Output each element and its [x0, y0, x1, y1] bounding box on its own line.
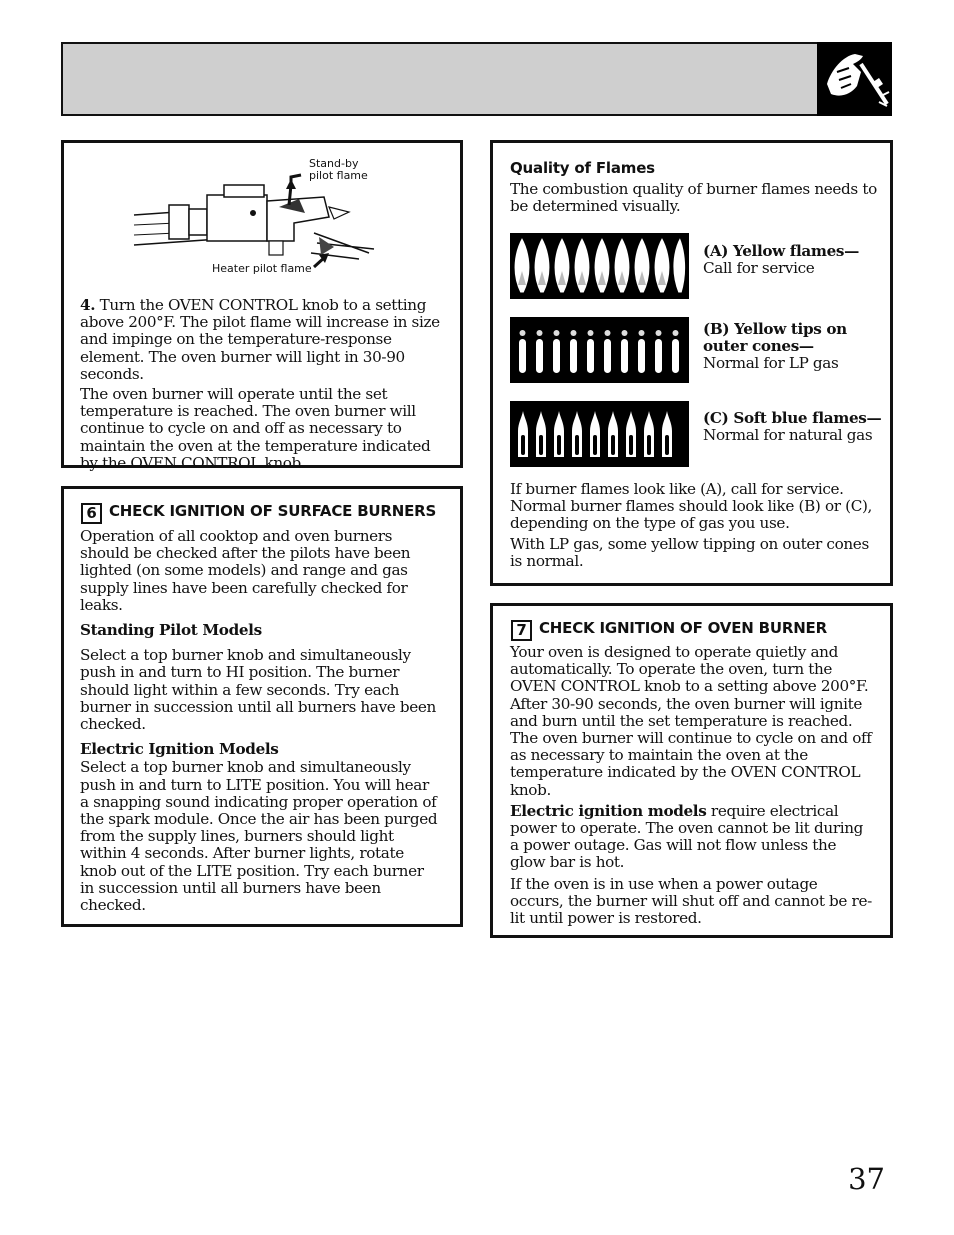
section6-title: CHECK IGNITION OF SURFACE BURNERS: [109, 502, 437, 520]
section6-intro: Operation of all cooktop and oven burners should be checked after the pilots have been lighted (on some models) and range and gas supply lines have been carefully checked for leaks.: [80, 527, 411, 614]
yellow-tips-flames-image: [510, 317, 689, 383]
electric-ignition-title: Electric Ignition Models: [80, 740, 279, 759]
step4-text: [80, 297, 444, 472]
flame-c-caption: [703, 410, 889, 444]
section7-electric-bold: Electric ignition models: [510, 801, 707, 820]
section7-heading: [511, 619, 827, 641]
flame-b-title: (B) Yellow tips on outer cones—: [703, 320, 847, 356]
standing-pilot-text: Select a top burner knob and simultaneously push in and turn to HI position. The burner should light within a few seconds. Try each burner in succession until all burners have been checked.: [80, 646, 436, 734]
page-number: 37: [848, 1162, 885, 1196]
section7-number: 7: [511, 620, 532, 641]
flames-outro2: With LP gas, some yellow tipping on outer cones is normal.: [510, 534, 869, 570]
flame-a-caption: [703, 243, 883, 277]
yellow-flames-image: [510, 233, 689, 299]
flames-box: [490, 140, 893, 586]
flame-c-text: Normal for natural gas: [703, 426, 873, 445]
flames-outro1: If burner flames look like (A), call for service. Normal burner flames should look like (B) or (C), depending on the type of gas you use.: [510, 480, 873, 533]
header-bar: [61, 42, 892, 116]
section6-heading: [81, 502, 436, 524]
heater-pilot-label: Heater pilot flame: [212, 262, 312, 275]
step4-text2: The oven burner will operate until the set temperature is reached. The oven burner will continue to cycle on and off as necessary to maintain the oven at the temperature indicated by the OVEN CONTROL knob.: [80, 385, 431, 472]
flames-outro: [510, 481, 875, 570]
flames-title: Quality of Flames: [510, 159, 655, 177]
hand-tool-icon: [817, 42, 892, 116]
section6-box: [61, 486, 463, 927]
pilot-step-box: [61, 140, 463, 472]
flame-a-text: Call for service: [703, 259, 815, 278]
step4-number: 4.: [80, 296, 96, 314]
soft-blue-flames-image: [510, 401, 689, 467]
section7-electric: [510, 803, 874, 872]
standby-pilot-label: Stand-by pilot flame: [309, 157, 368, 182]
section7-electric-text: require electrical power to operate. The oven cannot be lit during a power outage. Gas will not flow unless the glow bar is hot.: [510, 801, 864, 872]
section7-box: [490, 603, 893, 938]
section7-body: [510, 644, 874, 927]
standing-pilot-title: Standing Pilot Models: [80, 621, 262, 640]
section6-number: 6: [81, 503, 102, 524]
flame-c-title: (C) Soft blue flames—: [703, 409, 882, 427]
flame-b-text: Normal for LP gas: [703, 354, 839, 373]
section7-text1: Your oven is designed to operate quietly and automatically. To operate the oven, turn the OVEN CONTROL knob to a setting above 200°F. After 30-90 seconds, the oven burner will ignite and burn until the set temperature is reached. The oven burner will continue to cycle on and off as necessary to maintain the oven at the temperature indicated by the OVEN CONTROL knob.: [510, 643, 872, 799]
section7-title: CHECK IGNITION OF OVEN BURNER: [539, 619, 827, 637]
flames-intro: The combustion quality of burner flames needs to be determined visually.: [510, 180, 877, 216]
section6-body: [80, 528, 440, 914]
electric-ignition-text: Select a top burner knob and simultaneously push in and turn to LITE position. You will hear a snapping sound indicating proper operation of the spark module. Once the air has been purged from the supply lines, burners should light within 4 seconds. After burner lights, rotate knob out of the LITE position. Try each burner in succession until all burners have been checked.: [80, 758, 438, 915]
section7-text3: If the oven is in use when a power outage occurs, the burner will shut off and cannot be re-lit until power is restored.: [510, 874, 872, 928]
flame-a-title: (A) Yellow flames—: [703, 242, 859, 260]
step4-text1: Turn the OVEN CONTROL knob to a setting above 200°F. The pilot flame will increase in size and impinge on the temperature-response element. The oven burner will light in 30-90 seconds.: [80, 296, 440, 383]
flame-b-caption: [703, 321, 883, 373]
